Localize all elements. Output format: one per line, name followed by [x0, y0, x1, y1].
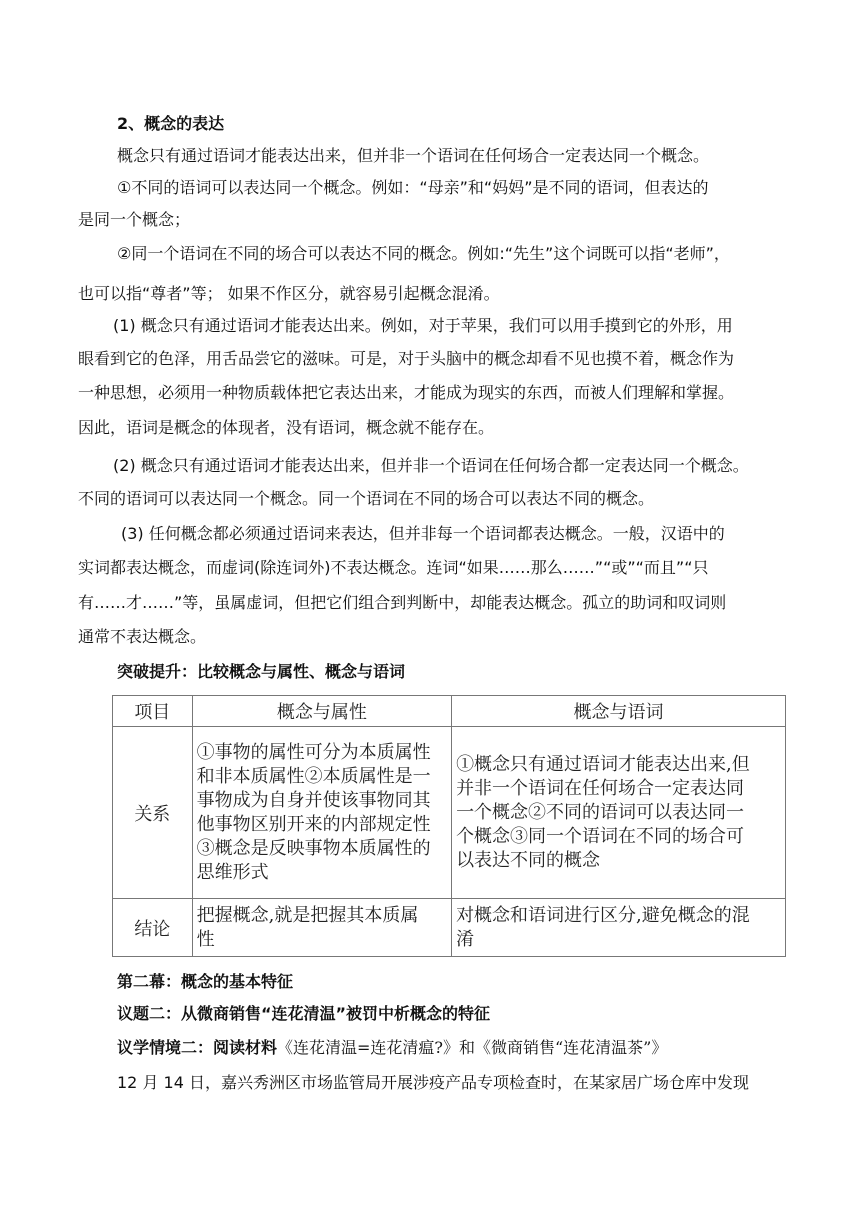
paragraph-line: (3) 任何概念都必须通过语词来表达，但并非每一个语词都表达概念。一般，汉语中的 [121, 524, 725, 543]
section-heading: 2、概念的表达 [117, 114, 225, 133]
paragraph-line: 眼看到它的色泽，用舌品尝它的滋味。可是，对于头脑中的概念却看不见也摸不着，概念作为 [78, 349, 735, 368]
table-header-cell: 项目 [113, 696, 193, 727]
paragraph-line: 实词都表达概念，而虚词(除连词外)不表达概念。连词“如果……那么……”“或”“而且”“只 [78, 558, 709, 577]
table-row [113, 899, 786, 957]
cell-line: 性 [196, 928, 215, 950]
cell-line: ①概念只有通过语词才能表达出来,但 [456, 753, 750, 775]
cell-line: 对概念和语词进行区分,避免概念的混 [456, 904, 750, 926]
cell-line: 个概念③同一个语词在不同的场合可 [456, 825, 745, 847]
row-label-cell: 结论 [113, 899, 193, 957]
cell-line: 一个概念②不同的语词可以表达同一 [456, 801, 745, 823]
topic-heading: 议题二：从微商销售“连花清温”被罚中析概念的特征 [117, 1004, 491, 1023]
scenario-label: 议学情境二：阅读材料 [117, 1038, 278, 1057]
cell-line: 淆 [456, 928, 475, 950]
table-cell [192, 727, 451, 899]
cell-line: ③概念是反映事物本质属性的 [196, 837, 431, 859]
cell-line: 以表达不同的概念 [456, 849, 601, 871]
paragraph-line: 通常不表达概念。 [78, 627, 207, 646]
paragraph-line: 12 月 14 日，嘉兴秀洲区市场监管局开展涉疫产品专项检查时，在某家居广场仓库中发现 [117, 1073, 749, 1092]
cell-line: 事物成为自身并使该事物同其 [196, 789, 431, 811]
paragraph-line: 一种思想，必须用一种物质载体把它表达出来，才能成为现实的东西，而被人们理解和掌握。 [78, 383, 735, 402]
paragraph-line: 概念只有通过语词才能表达出来，但并非一个语词在任何场合一定表达同一个概念。 [117, 146, 710, 165]
cell-line: ①事物的属性可分为本质属性 [196, 741, 431, 763]
cell-line: 把握概念,就是把握其本质属 [196, 904, 419, 926]
paragraph-line: 因此，语词是概念的体现者，没有语词，概念就不能存在。 [78, 418, 495, 437]
paragraph-line: 是同一个概念； [78, 210, 191, 229]
table-cell [452, 727, 786, 899]
paragraph-line: 也可以指“尊者”等； 如果不作区分，就容易引起概念混淆。 [78, 284, 500, 303]
table-header-cell: 概念与属性 [192, 696, 451, 727]
cell-line: 并非一个语词在任何场合一定表达同 [456, 777, 745, 799]
paragraph-line: ①不同的语词可以表达同一个概念。例如：“母亲”和“妈妈”是不同的语词，但表达的 [117, 178, 709, 197]
table-header-row [113, 696, 786, 727]
cell-line: 他事物区别开来的内部规定性 [196, 813, 431, 835]
paragraph-line: (1) 概念只有通过语词才能表达出来。例如，对于苹果，我们可以用手摸到它的外形，用 [113, 316, 733, 335]
scenario-materials: 《连花清温=连花清瘟?》和《微商销售“连花清温茶”》 [277, 1038, 668, 1057]
row-label-cell: 关系 [113, 727, 193, 899]
paragraph-line: 有……才……”等，虽属虚词，但把它们组合到判断中，却能表达概念。孤立的助词和叹词则 [78, 593, 727, 612]
breakthrough-heading: 突破提升：比较概念与属性、概念与语词 [117, 662, 406, 681]
paragraph-line: 不同的语词可以表达同一个概念。同一个语词在不同的场合可以表达不同的概念。 [78, 489, 655, 508]
cell-line: 和非本质属性②本质属性是一 [196, 765, 431, 787]
scenario-line [117, 1036, 667, 1060]
comparison-table [112, 695, 786, 957]
table-header-cell: 概念与语词 [452, 696, 786, 727]
act-heading: 第二幕：概念的基本特征 [117, 972, 294, 991]
cell-line: 思维形式 [196, 861, 269, 883]
paragraph-line: ②同一个语词在不同的场合可以表达不同的概念。例如:“先生”这个词既可以指“老师”， [117, 244, 730, 263]
table-cell [192, 899, 451, 957]
table-cell [452, 899, 786, 957]
table-row [113, 727, 786, 899]
paragraph-line: (2) 概念只有通过语词才能表达出来，但并非一个语词在任何场合都一定表达同一个概念。 [113, 456, 749, 475]
